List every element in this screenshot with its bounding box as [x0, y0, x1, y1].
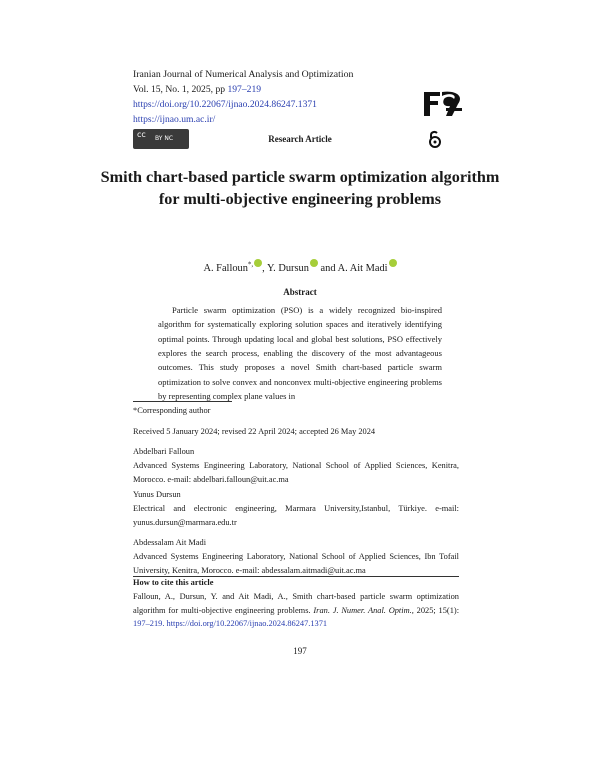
volume-prefix: Vol. 15, No. 1, 2025, pp	[133, 84, 226, 95]
doi-link[interactable]: https://doi.org/10.22067/ijnao.2024.86247.1371	[133, 99, 317, 110]
citation-doi-link[interactable]: https://doi.org/10.22067/ijnao.2024.86247.1371	[166, 619, 328, 629]
cc-icon: cc	[137, 130, 146, 139]
page-number: 197	[293, 646, 307, 656]
orcid-icon[interactable]	[389, 259, 397, 267]
affiliation-text: Advanced Systems Engineering Laboratory, National School of Applied Sciences, Ibn Tofail University, Kenitra, Morocco. e-mail: abdessalam.aitmadi@uit.ac.ma	[133, 551, 459, 575]
affiliation-text: Advanced Systems Engineering Laboratory, National School of Applied Sciences, Kenitra, Morocco. e-mail: abdelbari.falloun@uit.ac.ma	[133, 460, 459, 484]
abstract-heading: Abstract	[283, 287, 317, 297]
citation-text	[133, 590, 459, 631]
abstract-text: Particle swarm optimization (PSO) is a widely recognized bio-inspired algorithm for systematically exploring solution spaces and iteratively identifying optimal points. Through updating local and global best solutions, PSO effectively explores the search process, enabling the discovery of the most advantageous outcomes. This study proposes a novel Smith chart-based particle swarm optimization to solve convex and nonconvex multi-objective engineering problems by representing complex plane values in	[158, 305, 442, 402]
orcid-icon[interactable]	[254, 259, 262, 267]
abstract-body	[158, 303, 442, 403]
affiliation-3	[133, 536, 459, 577]
affiliation-1	[133, 445, 459, 486]
citation-journal: Iran. J. Numer. Anal. Optim.,	[313, 605, 414, 615]
author-2: Y. Dursun	[266, 263, 309, 274]
citation-pages-link[interactable]: 197–219.	[133, 619, 165, 629]
orcid-icon[interactable]	[310, 259, 318, 267]
affiliation-name: Abdessalam Ait Madi	[133, 538, 207, 547]
affiliation-text: Electrical and electronic engineering, Marmara University,Istanbul, Türkiye. e-mail: yunus.dursun@marmara.edu.tr	[133, 503, 459, 527]
received-dates: Received 5 January 2024; revised 22 April 2024; accepted 26 May 2024	[133, 427, 376, 436]
author-conjunction: and	[320, 263, 336, 274]
cite-heading: How to cite this article	[133, 578, 214, 587]
affiliation-name: Abdelbari Falloun	[133, 447, 195, 456]
affiliation-name: Yunus Dursun	[133, 490, 181, 499]
volume-info	[133, 84, 261, 95]
author-1: A. Falloun	[203, 263, 248, 274]
author-list: A. Falloun*, , Y. Dursun and A. Ait Madi	[0, 259, 600, 274]
corresponding-author-note: *Corresponding author	[133, 406, 211, 415]
author-3: A. Ait Madi	[337, 263, 388, 274]
journal-logo-icon	[420, 86, 466, 120]
affiliation-2	[133, 488, 459, 529]
journal-name: Iranian Journal of Numerical Analysis and Optimization	[133, 69, 354, 80]
footnote-rule	[133, 401, 232, 402]
corresponding-mark: *,	[247, 260, 254, 269]
article-type: Research Article	[268, 134, 332, 144]
cc-by-nc-label: BY NC	[155, 135, 174, 142]
journal-site-link[interactable]: https://ijnao.um.ac.ir/	[133, 114, 216, 125]
citation-plain: Falloun, A., Dursun, Y. and Ait Madi, A., Smith chart-based particle swarm optimization algorithm for multi-objective engineering problems.	[133, 592, 459, 615]
citation-year: 2025; 15(1):	[416, 605, 460, 615]
cite-rule	[133, 576, 459, 577]
paper-title: Smith chart-based particle swarm optimization algorithm for multi-objective engineering problems	[100, 168, 500, 209]
open-access-icon	[428, 130, 442, 148]
page-range-link[interactable]: 197–219	[227, 84, 262, 95]
